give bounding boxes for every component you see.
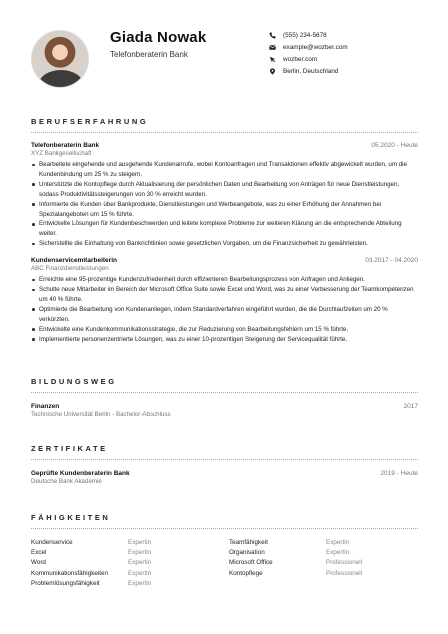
list-item: Bearbeitete eingehende und ausgehende Kundenanrufe, wobei Kontoanfragen und Transaktionen effektiv abgewickelt wurden, um die Kundenbindung um 25 % zu steigern. [31,160,418,180]
education-heading: BILDUNGSWEG [31,377,117,386]
skill-level: Professionell [326,569,363,577]
list-item: Entwickelte Lösungen für Kundenbeschwerden und leitete komplexe Probleme zur weiteren Klärung an die entsprechende Abteilung weiter. [31,219,418,239]
skill-level: Expertin [128,549,152,557]
list-item: Optimierte die Bearbeitung von Kundenanliegen, indem Standardverfahren eingeführt wurden, die die Durchlaufzeiten um 20 % verkürzten. [31,305,418,325]
skill-level: Expertin [326,539,350,546]
job-title: Telefonberaterin Bank [31,142,100,149]
list-item: Informierte die Kunden über Bankprodukte, Dienstleistungen und Werbeangebote, was zu einer Erhöhung der Annahmen bei Spezialangeboten um 15 % führte. [31,200,418,220]
education-date: 2017 [403,403,418,410]
skill-level: Expertin [326,549,350,557]
contact-phone-text: (555) 234-5678 [283,31,327,39]
skill-name: Kommunikationsfähigkeiten [31,569,109,577]
person-name: Giada Nowak [110,29,207,46]
contact-email[interactable] [268,41,428,53]
resume-header [0,0,448,115]
skill-name: Excel [31,549,47,557]
list-item: Implementierte personenzentrierte Lösungen, was zu einer 10-prozentigen Steigerung der Servicequalität führte. [31,335,418,345]
job-bullets [31,275,418,344]
job-company: ABC Finanzdienstleistungen [31,265,109,273]
contact-website-text[interactable]: wozber.com [283,56,318,64]
education-section [31,377,418,418]
experience-section [31,117,418,345]
list-item: Entwickelte eine Kundenkommunikationsstrategie, die zur Reduzierung von Bearbeitungsfehlern um 15 % führte. [31,325,418,335]
job-date: 05.2020 - Heute [371,142,418,149]
experience-heading: BERUFSERFAHRUNG [31,117,149,126]
list-item: Sicherstellte die Einhaltung von Bankrichtlinien sowie gesetzlichen Vorgaben, um die Finanzsicherheit zu gewährleisten. [31,239,418,249]
skill-name: Teamfähigkeit [229,539,268,546]
skill-level: Expertin [128,569,152,577]
list-item: Unterstützte die Kontopflege durch Aktualisierung der persönlichen Daten und Bearbeitung von Anträgen für neue Dienstleistungen, sodass Produktivitätssteigerungen von 30 % erreicht wurden. [31,180,418,200]
section-divider [31,528,418,529]
contact-phone [268,29,428,41]
job-bullets [31,160,418,249]
skills-section [31,513,418,587]
job-entry [31,142,418,249]
education-detail: Technische Universität Berlin - Bachelor-Abschluss [31,411,171,418]
contact-list [268,29,428,78]
profile-photo [31,30,89,88]
job-date: 03.2017 - 04.2020 [365,257,418,265]
certificate-date: 2019 - Heute [380,470,418,477]
job-company: XYZ Bankgesellschaft [31,150,92,157]
skill-level: Professionell [326,559,363,567]
skill-level: Expertin [128,539,152,546]
section-divider [31,392,418,393]
location-icon [268,67,277,76]
contact-location-text: Berlin, Deutschland [283,68,339,76]
skill-name: Microsoft Office [229,559,273,567]
list-item: Schulte neue Mitarbeiter im Bereich der Microsoft Office Suite sowie Excel und Word, was zu einer Verbesserung der Teamkompetenzen um 40 % führte. [31,285,418,305]
link-icon [268,55,277,64]
education-entry [31,403,418,418]
contact-location [268,66,428,78]
skill-name: Problemlösungsfähigkeit [31,579,100,587]
certificates-section [31,444,418,485]
skills-heading: FÄHIGKEITEN [31,513,111,522]
contact-website[interactable] [268,54,428,66]
skill-level: Expertin [128,579,152,587]
education-title: Finanzen [31,403,60,410]
certificate-entry [31,470,418,485]
certificate-detail: Deutsche Bank Akademie [31,478,102,485]
person-role: Telefonberaterin Bank [110,50,188,59]
certificate-title: Geprüfte Kundenberaterin Bank [31,470,130,477]
mail-icon [268,43,277,52]
list-item: Erreichte eine 95-prozentige Kundenzufriedenheit durch effizienteren Bearbeitungsprozess von Anfragen und Anliegen. [31,275,418,285]
phone-icon [268,31,277,40]
skills-grid [31,539,418,587]
skill-name: Organisation [229,549,265,557]
certificates-heading: ZERTIFIKATE [31,444,108,453]
skill-name: Word [31,559,46,567]
skill-name: Kontopflege [229,569,263,577]
skill-level: Expertin [128,559,152,567]
section-divider [31,132,418,133]
section-divider [31,459,418,460]
skill-name: Kundenservice [31,539,73,546]
job-title: Kundenservicemitarbeiterin [31,257,117,265]
job-entry [31,257,418,344]
contact-email-text[interactable]: example@wozber.com [283,43,348,51]
